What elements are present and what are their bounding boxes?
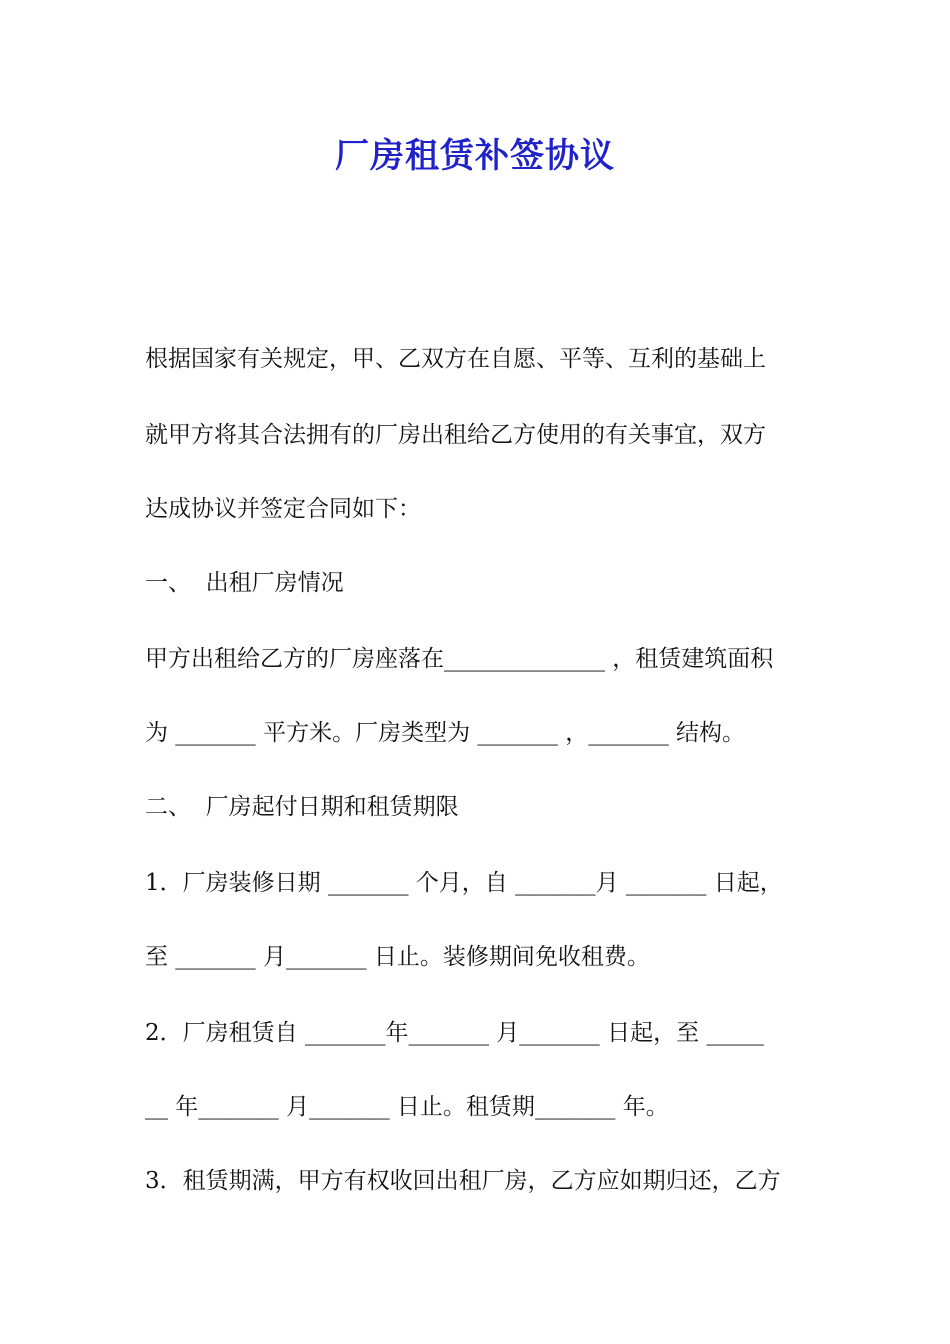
paragraph-line-6: 为 _______ 平方米。厂房类型为 _______ ，_______ 结构。 xyxy=(145,720,746,746)
paragraph-line-2: 就甲方将其合法拥有的厂房出租给乙方使用的有关事宜，双方 xyxy=(145,422,766,448)
document-title: 厂房租赁补签协议 xyxy=(335,136,615,176)
paragraph-line-5: 甲方出租给乙方的厂房座落在______________ ，租赁建筑面积 xyxy=(145,646,774,672)
clause-2-line-2: __ 年_______ 月_______ 日止。租赁期_______ 年。 xyxy=(145,1094,669,1120)
clause-3-line-1: 3．租赁期满，甲方有权收回出租厂房，乙方应如期归还，乙方 xyxy=(145,1168,781,1194)
clause-1-line-2: 至 _______ 月_______ 日止。装修期间免收租费。 xyxy=(145,944,650,970)
clause-1-line-1: 1．厂房装修日期 _______ 个月，自 _______月 _______ 日起， xyxy=(145,870,783,896)
paragraph-line-1: 根据国家有关规定，甲、乙双方在自愿、平等、互利的基础上 xyxy=(145,346,766,372)
paragraph-line-3: 达成协议并签定合同如下： xyxy=(145,496,421,522)
section-heading-1: 一、 出租厂房情况 xyxy=(145,570,344,596)
section-heading-2: 二、 厂房起付日期和租赁期限 xyxy=(145,794,459,820)
clause-2-line-1: 2．厂房租赁自 _______年_______ 月_______ 日起，至 _____ xyxy=(145,1020,764,1046)
